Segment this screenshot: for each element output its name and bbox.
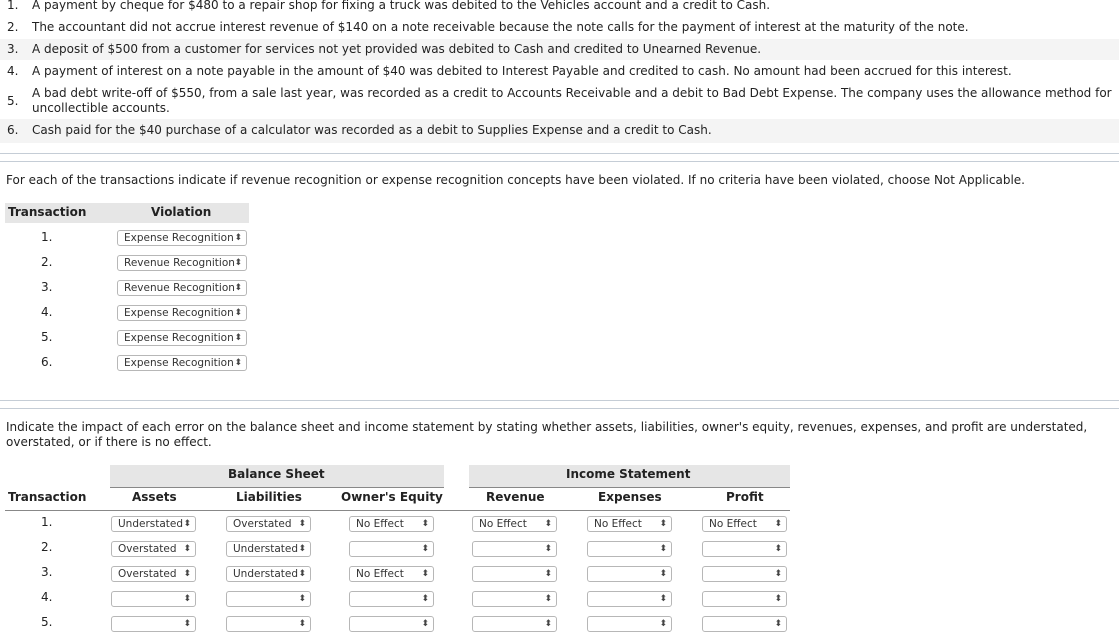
profit-select[interactable] [702, 516, 787, 532]
item-number: 3. [7, 42, 19, 56]
part2-instruction: Indicate the impact of each error on the balance sheet and income statement by stating whether assets, liabilities, owner's equity, revenues, expenses, and profit are understated, overstated, or if there is no effect. [6, 420, 1088, 449]
expenses-select[interactable] [587, 541, 672, 557]
updown-arrow-icon: ⬍ [234, 358, 242, 368]
select-value: No Effect [709, 518, 757, 530]
revenue-select[interactable] [472, 566, 557, 582]
updown-arrow-icon: ⬍ [298, 519, 306, 529]
updown-arrow-icon: ⬍ [774, 594, 782, 604]
violation-select[interactable] [117, 230, 247, 246]
col-header-profit: Profit [726, 490, 764, 504]
updown-arrow-icon: ⬍ [544, 619, 552, 629]
updown-arrow-icon: ⬍ [298, 619, 306, 629]
profit-select[interactable] [702, 566, 787, 582]
item-number: 2. [7, 20, 19, 34]
col-header-assets: Assets [132, 490, 177, 504]
updown-arrow-icon: ⬍ [544, 519, 552, 529]
expenses-select[interactable] [587, 616, 672, 632]
updown-arrow-icon: ⬍ [234, 258, 242, 268]
select-value: No Effect [479, 518, 527, 530]
item-text: A payment of interest on a note payable in the amount of $40 was debited to Interest Payable and credited to cash. No amount had been accrued for this interest. [32, 64, 1012, 78]
updown-arrow-icon: ⬍ [298, 594, 306, 604]
updown-arrow-icon: ⬍ [183, 619, 191, 629]
row-number: 1. [41, 515, 53, 529]
updown-arrow-icon: ⬍ [659, 544, 667, 554]
select-value: No Effect [356, 518, 404, 530]
select-value: Revenue Recognition [124, 257, 235, 269]
updown-arrow-icon: ⬍ [183, 544, 191, 554]
select-value: Overstated [233, 518, 292, 530]
select-value: Expense Recognition [124, 357, 234, 369]
updown-arrow-icon: ⬍ [421, 544, 429, 554]
updown-arrow-icon: ⬍ [544, 544, 552, 554]
select-value: Overstated [118, 543, 177, 555]
assets-select[interactable] [111, 616, 196, 632]
updown-arrow-icon: ⬍ [774, 619, 782, 629]
row-number: 4. [41, 305, 53, 319]
header-rule [110, 487, 444, 488]
violation-select[interactable] [117, 330, 247, 346]
updown-arrow-icon: ⬍ [234, 233, 242, 243]
row-number: 3. [41, 565, 53, 579]
owners-equity-select[interactable] [349, 591, 434, 607]
updown-arrow-icon: ⬍ [421, 619, 429, 629]
liabilities-select[interactable] [226, 591, 311, 607]
assets-select[interactable] [111, 516, 196, 532]
col-header-expenses: Expenses [598, 490, 662, 504]
row-number: 1. [41, 230, 53, 244]
group-header-balance-sheet: Balance Sheet [228, 467, 325, 481]
item-number: 5. [7, 94, 19, 108]
select-value: Expense Recognition [124, 232, 234, 244]
col-header-liabilities: Liabilities [236, 490, 302, 504]
select-value: Understated [233, 543, 299, 555]
col-header-revenue: Revenue [486, 490, 545, 504]
item-text: A bad debt write-off of $550, from a sale last year, was recorded as a credit to Accounts Receivable and a debit to Bad Debt Expense. The company uses the allowance method for uncollectible accounts. [32, 86, 1112, 115]
item-number: 1. [7, 0, 19, 12]
header-rule [5, 510, 790, 511]
select-value: No Effect [356, 568, 404, 580]
updown-arrow-icon: ⬍ [421, 569, 429, 579]
row-number: 3. [41, 280, 53, 294]
select-value: Overstated [118, 568, 177, 580]
expenses-select[interactable] [587, 516, 672, 532]
item-text: A payment by cheque for $480 to a repair shop for fixing a truck was debited to the Vehicles account and a credit to Cash. [32, 0, 771, 12]
row-number: 2. [41, 255, 53, 269]
divider [0, 161, 1119, 162]
profit-select[interactable] [702, 591, 787, 607]
item-text: The accountant did not accrue interest revenue of $140 on a note receivable because the note calls for the payment of interest at the maturity of the note. [32, 20, 969, 34]
list-item [0, 20, 1119, 36]
list-item [0, 119, 1119, 143]
owners-equity-select[interactable] [349, 566, 434, 582]
divider [0, 400, 1119, 401]
col-header-owners-equity: Owner's Equity [341, 490, 443, 504]
list-item [0, 64, 1119, 80]
row-number: 4. [41, 590, 53, 604]
owners-equity-select[interactable] [349, 516, 434, 532]
updown-arrow-icon: ⬍ [183, 519, 191, 529]
select-value: Understated [118, 518, 184, 530]
list-item [0, 39, 1119, 60]
item-number: 4. [7, 64, 19, 78]
revenue-select[interactable] [472, 591, 557, 607]
list-item [0, 0, 1119, 14]
updown-arrow-icon: ⬍ [234, 283, 242, 293]
updown-arrow-icon: ⬍ [774, 519, 782, 529]
expenses-select[interactable] [587, 566, 672, 582]
updown-arrow-icon: ⬍ [659, 619, 667, 629]
row-number: 5. [41, 615, 53, 629]
revenue-select[interactable] [472, 516, 557, 532]
updown-arrow-icon: ⬍ [659, 519, 667, 529]
updown-arrow-icon: ⬍ [183, 569, 191, 579]
divider [0, 153, 1119, 154]
owners-equity-select[interactable] [349, 541, 434, 557]
divider [0, 408, 1119, 409]
liabilities-select[interactable] [226, 516, 311, 532]
updown-arrow-icon: ⬍ [774, 569, 782, 579]
select-value: Revenue Recognition [124, 282, 235, 294]
item-number: 6. [7, 123, 19, 137]
violation-select[interactable] [117, 305, 247, 321]
part1-instruction: For each of the transactions indicate if revenue recognition or expense recognition concepts have been violated. If no criteria have been violated, choose Not Applicable. [6, 173, 1025, 187]
profit-select[interactable] [702, 616, 787, 632]
updown-arrow-icon: ⬍ [421, 519, 429, 529]
list-item [0, 86, 1119, 118]
assets-select[interactable] [111, 566, 196, 582]
violation-select[interactable] [117, 255, 247, 271]
violation-select[interactable] [117, 280, 247, 296]
updown-arrow-icon: ⬍ [183, 594, 191, 604]
select-value: Understated [233, 568, 299, 580]
updown-arrow-icon: ⬍ [298, 569, 306, 579]
profit-select[interactable] [702, 541, 787, 557]
owners-equity-select[interactable] [349, 616, 434, 632]
updown-arrow-icon: ⬍ [234, 308, 242, 318]
updown-arrow-icon: ⬍ [659, 594, 667, 604]
col-header-transaction: Transaction [8, 205, 87, 219]
updown-arrow-icon: ⬍ [544, 569, 552, 579]
updown-arrow-icon: ⬍ [659, 569, 667, 579]
row-number: 6. [41, 355, 53, 369]
item-text: Cash paid for the $40 purchase of a calculator was recorded as a debit to Supplies Expense and a credit to Cash. [32, 123, 712, 137]
updown-arrow-icon: ⬍ [774, 544, 782, 554]
col-header-transaction: Transaction [8, 490, 87, 504]
revenue-select[interactable] [472, 616, 557, 632]
updown-arrow-icon: ⬍ [421, 594, 429, 604]
updown-arrow-icon: ⬍ [544, 594, 552, 604]
liabilities-select[interactable] [226, 616, 311, 632]
updown-arrow-icon: ⬍ [234, 333, 242, 343]
select-value: Expense Recognition [124, 307, 234, 319]
group-header-income-statement: Income Statement [566, 467, 691, 481]
row-number: 2. [41, 540, 53, 554]
header-rule [469, 487, 790, 488]
assets-select[interactable] [111, 541, 196, 557]
violation-select[interactable] [117, 355, 247, 371]
select-value: Expense Recognition [124, 332, 234, 344]
revenue-select[interactable] [472, 541, 557, 557]
select-value: No Effect [594, 518, 642, 530]
row-number: 5. [41, 330, 53, 344]
assets-select[interactable] [111, 591, 196, 607]
liabilities-select[interactable] [226, 541, 311, 557]
updown-arrow-icon: ⬍ [298, 544, 306, 554]
expenses-select[interactable] [587, 591, 672, 607]
col-header-violation: Violation [151, 205, 212, 219]
item-text: A deposit of $500 from a customer for services not yet provided was debited to Cash and credited to Unearned Revenue. [32, 42, 762, 56]
liabilities-select[interactable] [226, 566, 311, 582]
